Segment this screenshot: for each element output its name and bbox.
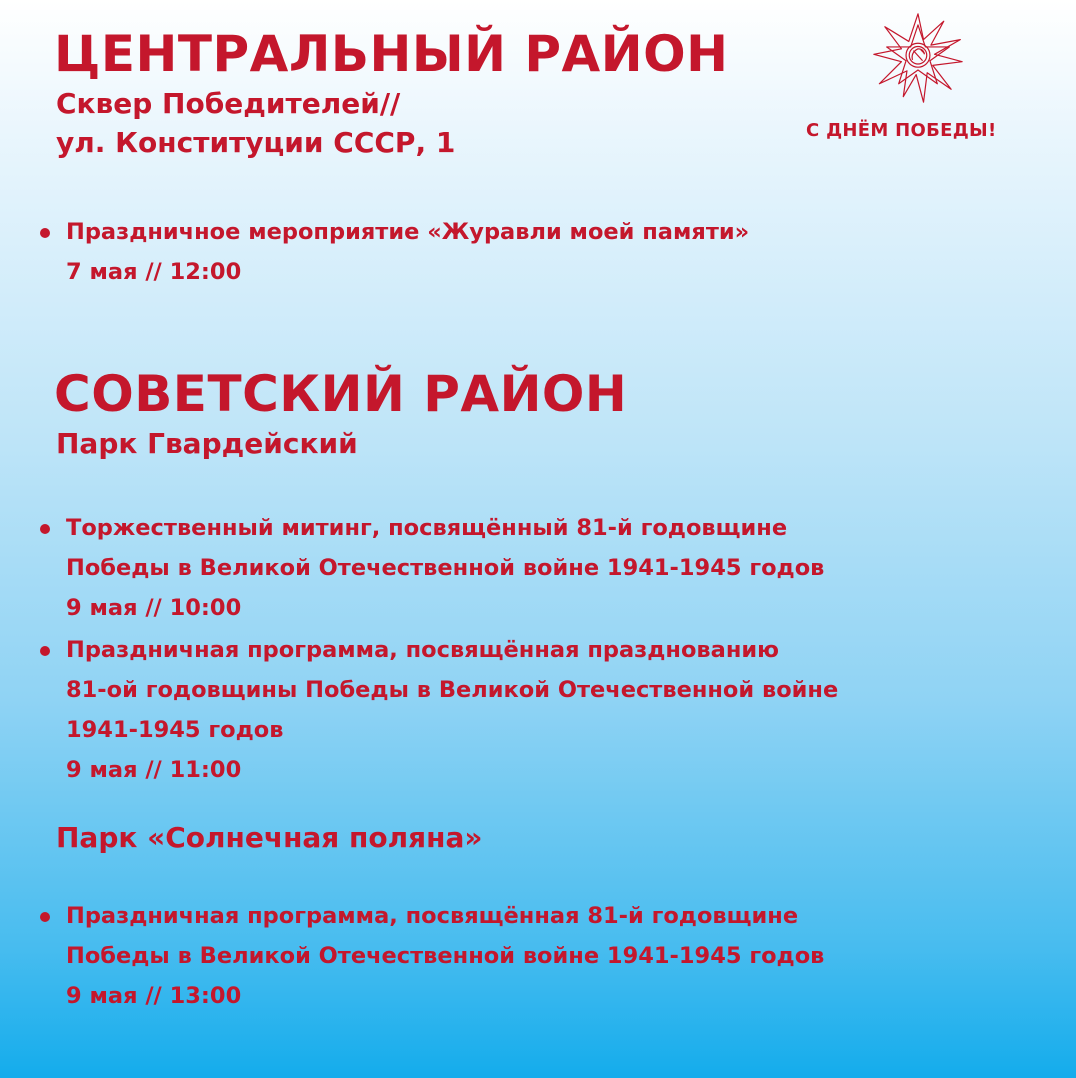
bullet-icon <box>40 228 50 238</box>
event-text <box>66 508 824 628</box>
central-place <box>56 84 455 162</box>
bullet-icon <box>40 646 50 656</box>
event-date-line: 7 мая // 12:00 <box>66 259 242 285</box>
greeting-text: С ДНЁМ ПОБЕДЫ! <box>806 120 997 141</box>
event-title-line: Праздничная программа, посвящённая 81-й годовщине <box>66 903 799 929</box>
event-title-line: Торжественный митинг, посвящённый 81-й годовщине <box>66 515 788 541</box>
event-text <box>66 896 824 1016</box>
central-place-line1: Сквер Победителей// <box>56 87 401 120</box>
soviet-event-2 <box>40 630 838 790</box>
soviet-place-2: Парк «Солнечная поляна» <box>56 821 483 854</box>
order-of-patriotic-war-star-icon <box>872 12 964 104</box>
soviet-district-title: СОВЕТСКИЙ РАЙОН <box>54 365 628 423</box>
event-title-line: Победы в Великой Отечественной войне 1941-1945 годов <box>66 555 825 581</box>
central-district-title: ЦЕНТРАЛЬНЫЙ РАЙОН <box>54 25 729 83</box>
soviet-event-1 <box>40 508 824 628</box>
event-title-line: Праздничное мероприятие «Журавли моей памяти» <box>66 219 750 245</box>
event-title-line: 81-ой годовщины Победы в Великой Отечественной войне <box>66 677 839 703</box>
bullet-icon <box>40 912 50 922</box>
bullet-icon <box>40 524 50 534</box>
soviet-place-1: Парк Гвардейский <box>56 427 358 460</box>
event-text <box>66 212 749 292</box>
event-title-line: 1941-1945 годов <box>66 717 284 743</box>
event-date-line: 9 мая // 10:00 <box>66 595 242 621</box>
central-place-line2: ул. Конституции СССР, 1 <box>56 126 456 159</box>
soviet-event-3 <box>40 896 824 1016</box>
event-title-line: Победы в Великой Отечественной войне 1941-1945 годов <box>66 943 825 969</box>
event-date-line: 9 мая // 13:00 <box>66 983 242 1009</box>
event-title-line: Праздничная программа, посвящённая празднованию <box>66 637 780 663</box>
central-event-1 <box>40 212 749 292</box>
event-text <box>66 630 838 790</box>
event-date-line: 9 мая // 11:00 <box>66 757 242 783</box>
